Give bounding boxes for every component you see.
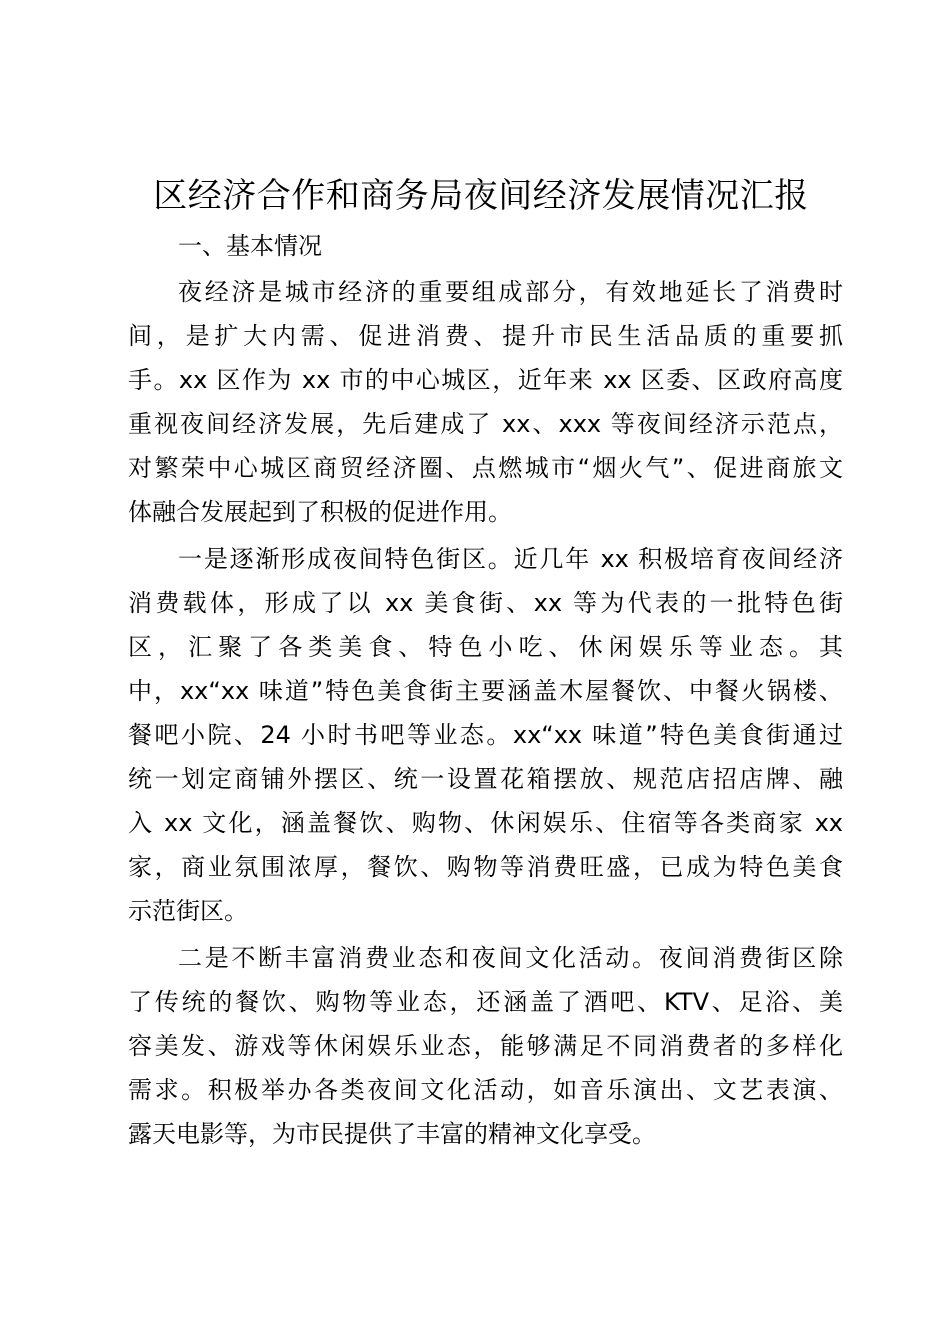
paragraph-line: 中，xx“xx 味道”特色美食街主要涵盖木屋餐饮、中餐火锅楼、 [128, 677, 843, 705]
paragraph-line: 间，是扩大内需、促进消费、提升市民生活品质的重要抓 [128, 322, 843, 350]
paragraph-line: 示范街区。 [128, 897, 248, 925]
paragraph-line: 入 xx 文化，涵盖餐饮、购物、休闲娱乐、住宿等各类商家 xx [128, 809, 843, 837]
paragraph-line: 手。xx 区作为 xx 市的中心城区，近年来 xx 区委、区政府高度 [128, 366, 843, 394]
document-title: 区经济合作和商务局夜间经济发展情况汇报 [153, 176, 809, 216]
paragraph-line: 了传统的餐饮、购物等业态，还涵盖了酒吧、KTV、足浴、美 [128, 988, 843, 1016]
section-heading: 一、基本情况 [178, 232, 322, 260]
paragraph-line: 露天电影等，为市民提供了丰富的精神文化享受。 [128, 1120, 656, 1148]
paragraph-line: 家，商业氛围浓厚，餐饮、购物等消费旺盛，已成为特色美食 [128, 853, 843, 881]
paragraph-line: 统一划定商铺外摆区、统一设置花箱摆放、规范店招店牌、融 [128, 765, 843, 793]
paragraph-3 [128, 936, 843, 1156]
paragraph-line: 对繁荣中心城区商贸经济圈、点燃城市“烟火气”、促进商旅文 [128, 454, 843, 482]
paragraph-line: 体融合发展起到了积极的促进作用。 [128, 498, 512, 526]
paragraph-line: 二是不断丰富消费业态和夜间文化活动。夜间消费街区除 [178, 944, 843, 972]
paragraph-line: 夜经济是城市经济的重要组成部分，有效地延长了消费时 [178, 278, 843, 306]
paragraph-1 [128, 270, 843, 534]
paragraph-line: 消费载体，形成了以 xx 美食街、xx 等为代表的一批特色街 [128, 589, 843, 617]
paragraph-line: 需求。积极举办各类夜间文化活动，如音乐演出、文艺表演、 [128, 1076, 843, 1104]
paragraph-line: 一是逐渐形成夜间特色街区。近几年 xx 积极培育夜间经济 [178, 545, 843, 573]
paragraph-line: 重视夜间经济发展，先后建成了 xx、xxx 等夜间经济示范点， [128, 410, 843, 438]
paragraph-line: 容美发、游戏等休闲娱乐业态，能够满足不同消费者的多样化 [128, 1032, 843, 1060]
paragraph-line: 餐吧小院、24 小时书吧等业态。xx“xx 味道”特色美食街通过 [128, 721, 843, 749]
paragraph-line: 区，汇聚了各类美食、特色小吃、休闲娱乐等业态。其 [128, 633, 843, 661]
paragraph-2 [128, 537, 843, 933]
